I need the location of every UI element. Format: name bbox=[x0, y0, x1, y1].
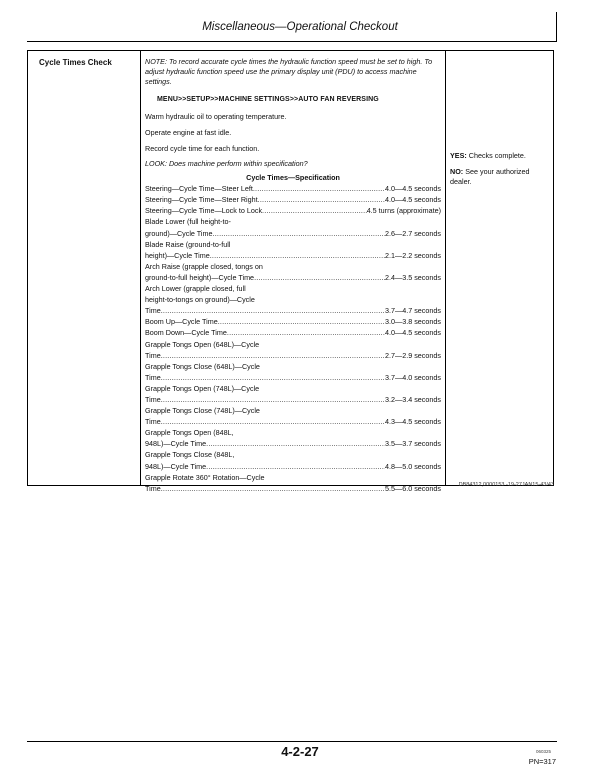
step-3: Record cycle time for each function. bbox=[145, 144, 260, 154]
spec-line: Grapple Rotate 360° Rotation—Cycle bbox=[145, 472, 265, 482]
result-no bbox=[450, 167, 550, 187]
dot-leader bbox=[213, 228, 386, 239]
result-yes bbox=[450, 151, 550, 161]
spec-value: 3.7—4.0 seconds bbox=[385, 372, 441, 382]
page-header-title: Miscellaneous—Operational Checkout bbox=[202, 21, 398, 33]
spec-line: Grapple Tongs Close (848L, bbox=[145, 450, 235, 460]
procedure-table bbox=[27, 50, 554, 493]
step-2: Operate engine at fast idle. bbox=[145, 128, 232, 138]
dot-leader bbox=[258, 194, 385, 205]
document-id: DB84312,0000153 -19-27JAN15-43/43 bbox=[458, 482, 554, 488]
note-text: NOTE: To record accurate cycle times the hydraulic function speed must be set to high. To adjust hydraulic function speed use the primary display unit (PDU) to access machine settings. bbox=[145, 57, 433, 86]
results-column bbox=[450, 151, 550, 192]
spec-value: 4.0—4.5 seconds bbox=[385, 328, 441, 338]
spec-value: 3.0—3.8 seconds bbox=[385, 317, 441, 327]
spec-label: ground-to-full height)—Cycle Time bbox=[145, 272, 255, 282]
spec-line: height-to-tongs on ground)—Cycle bbox=[145, 295, 255, 305]
look-question: LOOK: Does machine perform within specification? bbox=[145, 159, 308, 169]
dot-leader bbox=[206, 438, 385, 449]
dot-leader bbox=[253, 183, 385, 194]
procedure-body bbox=[145, 57, 441, 494]
dot-leader bbox=[161, 394, 385, 405]
spec-line bbox=[145, 483, 441, 494]
column-divider-left bbox=[140, 51, 141, 485]
dot-leader bbox=[254, 272, 385, 283]
section-title: Cycle Times Check bbox=[39, 58, 112, 67]
no-label: NO: bbox=[450, 166, 464, 176]
spec-line bbox=[145, 316, 441, 327]
spec-value: 4.3—4.5 seconds bbox=[385, 417, 441, 427]
spec-label: Time bbox=[145, 350, 161, 360]
spec-line: Grapple Tongs Close (748L)—Cycle bbox=[145, 406, 260, 416]
spec-line: Grapple Tongs Open (848L, bbox=[145, 428, 234, 438]
spec-line bbox=[145, 438, 441, 449]
dot-leader bbox=[218, 316, 385, 327]
dot-leader bbox=[161, 350, 385, 361]
spec-line bbox=[145, 461, 441, 472]
spec-line bbox=[145, 183, 441, 194]
spec-line: Grapple Tongs Open (748L)—Cycle bbox=[145, 383, 260, 393]
spec-value: 3.2—3.4 seconds bbox=[385, 394, 441, 404]
spec-value: 5.5—6.0 seconds bbox=[385, 483, 441, 493]
spec-label: Time bbox=[145, 306, 161, 316]
spec-line bbox=[145, 394, 441, 405]
dot-leader bbox=[210, 250, 385, 261]
spec-line bbox=[145, 350, 441, 361]
step-1: Warm hydraulic oil to operating temperature. bbox=[145, 112, 287, 122]
dot-leader bbox=[262, 205, 367, 216]
spec-line: Arch Lower (grapple closed, full bbox=[145, 284, 246, 294]
spec-line: Blade Raise (ground-to-full bbox=[145, 239, 231, 249]
dot-leader bbox=[161, 372, 385, 383]
header-rule bbox=[27, 41, 557, 42]
spec-label: 948L)—Cycle Time bbox=[145, 461, 207, 471]
spec-value: 2.4—3.5 seconds bbox=[385, 272, 441, 282]
spec-value: 2.7—2.9 seconds bbox=[385, 350, 441, 360]
spec-value: 3.5—3.7 seconds bbox=[385, 439, 441, 449]
spec-line: Grapple Tongs Close (648L)—Cycle bbox=[145, 361, 260, 371]
dot-leader bbox=[161, 483, 385, 494]
spec-label: Steering—Cycle Time—Steer Left bbox=[145, 184, 253, 194]
dot-leader bbox=[206, 461, 385, 472]
spec-label: Time bbox=[145, 372, 161, 382]
spec-line bbox=[145, 205, 441, 216]
dot-leader bbox=[161, 305, 385, 316]
spec-line: Blade Lower (full height-to- bbox=[145, 217, 231, 227]
yes-label: YES: bbox=[450, 151, 467, 160]
spec-title: Cycle Times—Specification bbox=[246, 173, 340, 183]
menu-path: MENU>>SETUP>>MACHINE SETTINGS>>AUTO FAN REVERSING bbox=[157, 96, 379, 104]
spec-label: Boom Down—Cycle Time bbox=[145, 328, 227, 338]
spec-line bbox=[145, 250, 441, 261]
spec-value: 3.7—4.7 seconds bbox=[385, 306, 441, 316]
spec-value: 4.0—4.5 seconds bbox=[385, 195, 441, 205]
spec-value: 4.8—5.0 seconds bbox=[385, 461, 441, 471]
column-divider-right bbox=[445, 51, 446, 485]
spec-label: Steering—Cycle Time—Steer Right bbox=[145, 195, 258, 205]
spec-value: 2.1—2.2 seconds bbox=[385, 250, 441, 260]
spec-value: 4.0—4.5 seconds bbox=[385, 184, 441, 194]
yes-text: Checks complete. bbox=[468, 151, 526, 160]
spec-label: ground)—Cycle Time bbox=[145, 228, 213, 238]
footer-rule bbox=[27, 741, 557, 742]
dot-leader bbox=[161, 416, 385, 427]
spec-line bbox=[145, 305, 441, 316]
spec-line bbox=[145, 194, 441, 205]
spec-list bbox=[145, 183, 441, 494]
page-number: 4-2-27 bbox=[281, 744, 319, 759]
footer-code: 060325 bbox=[535, 749, 551, 754]
spec-line bbox=[145, 327, 441, 338]
spec-line: Grapple Tongs Open (648L)—Cycle bbox=[145, 339, 260, 349]
spec-line: Arch Raise (grapple closed, tongs on bbox=[145, 261, 263, 271]
dot-leader bbox=[227, 327, 385, 338]
spec-label: Time bbox=[145, 483, 161, 493]
spec-line bbox=[145, 416, 441, 427]
spec-label: Time bbox=[145, 417, 161, 427]
spec-label: Steering—Cycle Time—Lock to Lock bbox=[145, 206, 263, 216]
no-text: See your authorized dealer. bbox=[450, 166, 530, 186]
spec-label: Time bbox=[145, 394, 161, 404]
pn-number: PN=317 bbox=[528, 757, 556, 766]
spec-line bbox=[145, 272, 441, 283]
spec-value: 2.6—2.7 seconds bbox=[385, 228, 441, 238]
spec-line bbox=[145, 228, 441, 239]
spec-label: 948L)—Cycle Time bbox=[145, 439, 207, 449]
spec-label: height)—Cycle Time bbox=[145, 250, 210, 260]
spec-label: Boom Up—Cycle Time bbox=[145, 317, 218, 327]
spec-value: 4.5 turns (approximate) bbox=[366, 206, 441, 216]
spec-line bbox=[145, 372, 441, 383]
